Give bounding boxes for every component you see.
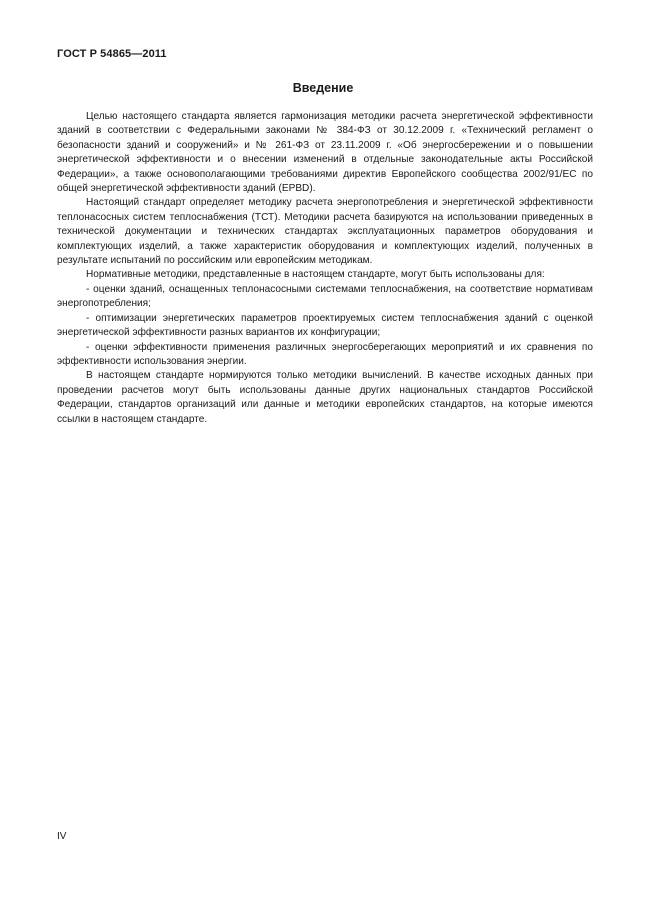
paragraph: Целью настоящего стандарта является гармонизация методики расчета энергетической эффективности зданий в соответствии с Федеральными законами № 384-ФЗ от 30.12.2009 г. «Технический регламент о безопасности зданий и сооружений» и № 261-ФЗ от 23.11.2009 г. «Об энергосбережении и о повышении энергетической эффективности и о внесении изменений в отдельные законодательные акты Российской Федерации», а также основополагающими требованиями директив Европейского сообщества 2002/91/ЕС по общей энергетической эффективности зданий (EPBD). bbox=[57, 111, 593, 195]
list-item: - оптимизации энергетических параметров проектируемых систем теплоснабжения зданий с оценкой энергетической эффективности разных вариантов их конфигурации; bbox=[57, 312, 593, 339]
section-title: Введение bbox=[292, 81, 354, 95]
paragraph: В настоящем стандарте нормируются только методики вычислений. В качестве исходных данных при проведении расчетов могут быть использованы данные других национальных стандартов Российской Федерации, стандартов организаций или данные и методики европейских стандартов, на которые имеются ссылки в настоящем стандарте. bbox=[57, 370, 593, 425]
list-item: - оценки эффективности применения различных энергосберегающих мероприятий и их сравнения по эффективности использования энергии. bbox=[57, 341, 593, 367]
page-number: IV bbox=[57, 831, 67, 842]
document-body bbox=[57, 110, 593, 427]
paragraph: Нормативные методики, представленные в настоящем стандарте, могут быть использованы для: bbox=[86, 269, 545, 281]
document-code: ГОСТ Р 54865—2011 bbox=[57, 48, 167, 60]
list-item: - оценки зданий, оснащенных теплонасосными системами теплоснабжения, на соответствие нормативам энергопотребления; bbox=[57, 283, 593, 310]
paragraph: Настоящий стандарт определяет методику расчета энергопотребления и энергетической эффективности теплонасосных систем теплоснабжения (ТСТ). Методики расчета базируются на использовании приведенных в технической документации и технических стандартах эксплуатационных параметров оборудования и комплектующих изделий, а также характеристик оборудования и комплектующих изделий, полученных в результате испытаний по российским или европейским методикам. bbox=[57, 197, 593, 267]
